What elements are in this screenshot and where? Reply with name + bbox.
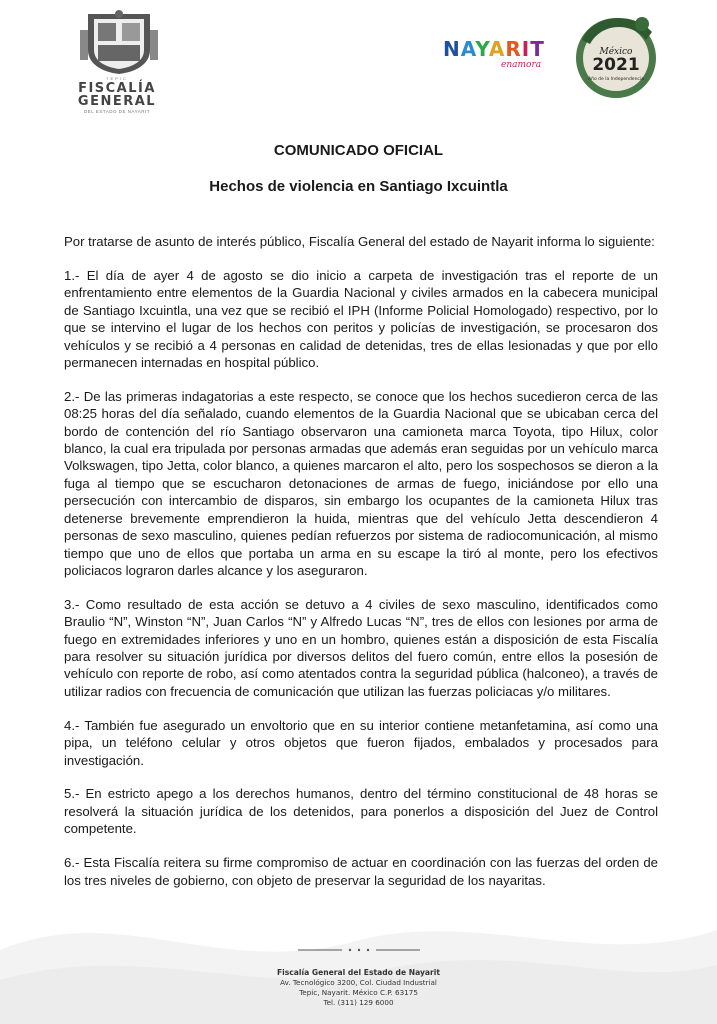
letterhead [0, 0, 717, 120]
fiscalia-shield-icon [78, 10, 160, 76]
footer-divider [298, 946, 420, 954]
paragraph-5: 5.- En estricto apego a los derechos humanos, dentro del término constitucional de 48 horas se resolverá la situación jurídica de los detenidos, para ponerlos a disposición del Juez de Control competente. [64, 786, 658, 837]
paragraph-3: 3.- Como resultado de esta acción se detuvo a 4 civiles de sexo masculino, identificados como Braulio “N”, Winston “N”, Juan Carlos “N” y Alfredo Lucas “N”, tres de ellos con lesiones por arma de fuego en extremidades inferiores y uno en un hombro, quienes están a disposición de esta Fiscalía para resolver su situación jurídica por diversos delitos del fuero común, entre ellos la posesión de vehículo con reporte de robo, así como atentados contra la seguridad pública (halconeo), a través de utilizar radios con frecuencia de comunicación que utilizan las fuerzas policiacas y/o militares. [64, 596, 658, 699]
paragraph-1: 1.- El día de ayer 4 de agosto se dio inicio a carpeta de investigación tras el reporte de un enfrentamiento entre elementos de la Guardia Nacional y civiles armados en la cabecera municipal de Santiago Ixcuintla, una vez que se recibió el IPH (Informe Policial Homologado) respectivo, por lo que se intervino el lugar de los hechos con peritos y policías de investigación, se procesaron dos vehículos y se recibió a 4 personas en calidad de detenidas, tres de ellas lesionadas y que por ello permanecen internadas en hospital público. [64, 267, 658, 370]
seal-line2: 2021 [592, 55, 640, 75]
document-titles [0, 140, 717, 198]
nayarit-logo-tagline: enamora [501, 60, 542, 70]
document-title: COMUNICADO OFICIAL [273, 142, 444, 159]
fiscalia-logo-line0: TEPIC [106, 76, 128, 81]
seal-line3: Año de la Independencia [588, 77, 644, 82]
paragraph-6: 6.- Esta Fiscalía reitera su firme compromiso de actuar en coordinación con las fuerzas del orden de los tres niveles de gobierno, con objeto de preservar la seguridad de los nayaritas. [64, 855, 658, 888]
mexico-2021-seal-icon [572, 10, 660, 102]
fiscalia-logo-text [62, 76, 172, 116]
fiscalia-logo-line2: GENERAL [77, 94, 157, 109]
paragraph-2: 2.- De las primeras indagatorias a este respecto, se conoce que los hechos sucedieron cerca de las 08:25 horas del día señalado, cuando elementos de la Guardia Nacional que se ubicaban cerca del bordo de contención del río Santiago observaron una camioneta marca Toyota, tipo Hilux, color blanco, la cual era tripulada por personas armadas que además eran seguidas por un vehículo marca Volkswagen, tipo Jetta, color blanco, a quienes marcaron el alto, pero los sospechosos se dieron a la fuga al tiempo que se escucharon detonaciones de armas de fuego, iniciándose por ello una persecución con intercambio de disparos, sin embargo los ocupantes de la camioneta Hilux tras detenerse brevemente emprendieron la huida, mientras que del vehículo Jetta descendieron 4 personas de sexo masculino, quienes pedían refuerzos por sistema de radiocomunicación, al mismo tiempo que uno de ellos que portaba un arma en su escape la tiró al monte, pero los efectivos policiacos lograron darles alcance y los aseguraron. [64, 388, 658, 578]
fiscalia-logo-line1: FISCALÍA [78, 81, 156, 96]
footer-address1: Av. Tecnológico 3200, Col. Ciudad Industrial [280, 978, 437, 987]
paragraph-4: 4.- También fue asegurado un envoltorio que en su interior contiene metanfetamina, así como una pipa, un teléfono celular y otros objetos que fueron fijados, embalados y procesados para investigación. [64, 717, 658, 768]
footer-org: Fiscalía General del Estado de Nayarit [276, 968, 441, 977]
document-body [64, 233, 658, 906]
footer [0, 968, 717, 1008]
fiscalia-logo-line3: DEL ESTADO DE NAYARIT [83, 109, 151, 114]
paragraph-intro: Por tratarse de asunto de interés público, Fiscalía General del estado de Nayarit informa lo siguiente: [64, 234, 655, 249]
nayarit-logo-word: NAYARIT [443, 37, 545, 61]
footer-address2: Tepic, Nayarit. México C.P. 63175 [299, 988, 418, 997]
nayarit-enamora-logo [443, 38, 561, 78]
footer-phone: Tel. (311) 129 6000 [323, 998, 394, 1007]
seal-line1: México [599, 47, 633, 57]
document-subtitle: Hechos de violencia en Santiago Ixcuintla [209, 178, 508, 195]
